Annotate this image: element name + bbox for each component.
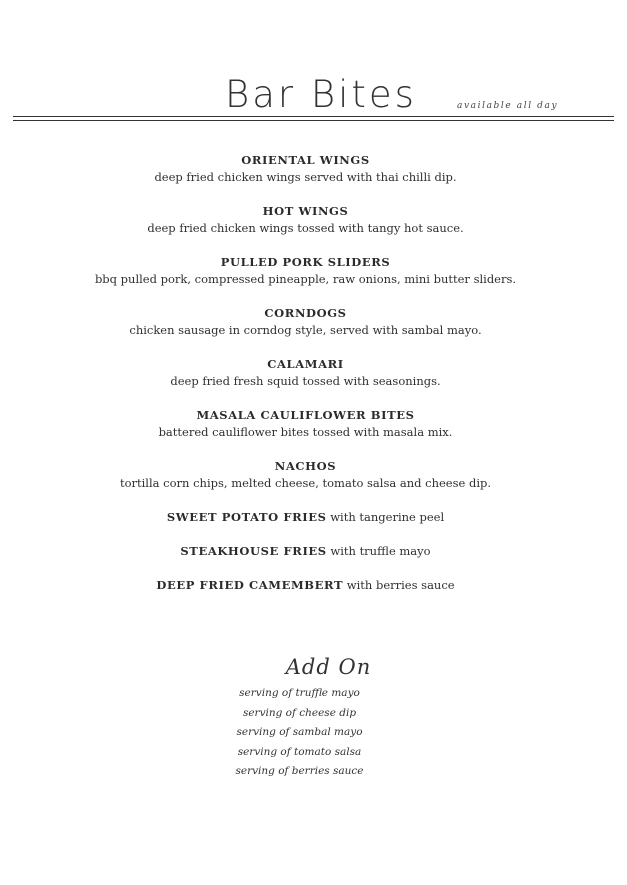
menu-item-description: chicken sausage in corndog style, served with sambal mayo. <box>129 323 482 337</box>
addon-item: serving of sambal mayo <box>236 726 363 738</box>
menu-item-corndogs <box>0 305 627 356</box>
menu-item-sweet-potato-fries <box>0 509 627 543</box>
menu-item-masala-cauliflower-bites <box>0 407 627 458</box>
menu-item-description: deep fried chicken wings tossed with tangy hot sauce. <box>147 221 464 235</box>
menu-item-description: bbq pulled pork, compressed pineapple, raw onions, mini butter sliders. <box>94 272 517 286</box>
menu-item-name: PULLED PORK SLIDERS <box>220 255 391 269</box>
menu-item-name: NACHOS <box>274 459 337 473</box>
menu-item-name: MASALA CAULIFLOWER BITES <box>196 408 415 422</box>
addon-item: serving of truffle mayo <box>239 687 360 699</box>
menu-item-name: DEEP FRIED CAMEMBERT <box>156 578 344 592</box>
addon-section <box>0 652 627 782</box>
menu-item-description: battered cauliflower bites tossed with masala mix. <box>158 425 453 439</box>
menu-item-steakhouse-fries <box>0 543 627 577</box>
menu-item-name: CALAMARI <box>267 357 344 371</box>
addon-item: serving of tomato salsa <box>237 745 362 758</box>
menu-item-oriental-wings <box>0 152 627 203</box>
header-divider-top <box>13 116 614 117</box>
addon-title: Add On <box>285 655 372 679</box>
menu-item-description: with berries sauce <box>346 578 455 592</box>
menu-item-description: with truffle mayo <box>330 544 431 558</box>
menu-item-name: ORIENTAL WINGS <box>241 153 370 167</box>
addon-list <box>0 684 627 782</box>
menu-item-hot-wings <box>0 203 627 254</box>
menu-item-description: tortilla corn chips, melted cheese, tomato salsa and cheese dip. <box>119 476 492 490</box>
menu-item-name: STEAKHOUSE FRIES <box>180 544 327 558</box>
menu-item-description: with tangerine peel <box>330 510 445 524</box>
header-divider-bottom <box>13 120 614 121</box>
addon-item: serving of cheese dip <box>242 706 357 719</box>
menu-item-description: deep fried fresh squid tossed with seasonings. <box>170 374 441 388</box>
addon-item: serving of berries sauce <box>235 765 364 777</box>
menu-item-calamari <box>0 356 627 407</box>
menu-item-pulled-pork-sliders <box>0 254 627 305</box>
page-title: Bar Bites <box>225 73 417 116</box>
menu-item-name: HOT WINGS <box>262 204 349 218</box>
availability-note: available all day <box>457 101 559 111</box>
menu-item-nachos <box>0 458 627 509</box>
menu-list <box>0 152 627 611</box>
menu-item-name: SWEET POTATO FRIES <box>166 510 327 524</box>
menu-item-description: deep fried chicken wings served with thai chilli dip. <box>154 170 457 184</box>
menu-item-deep-fried-camembert <box>0 577 627 611</box>
menu-header <box>0 0 627 130</box>
menu-item-name: CORNDOGS <box>264 306 347 320</box>
